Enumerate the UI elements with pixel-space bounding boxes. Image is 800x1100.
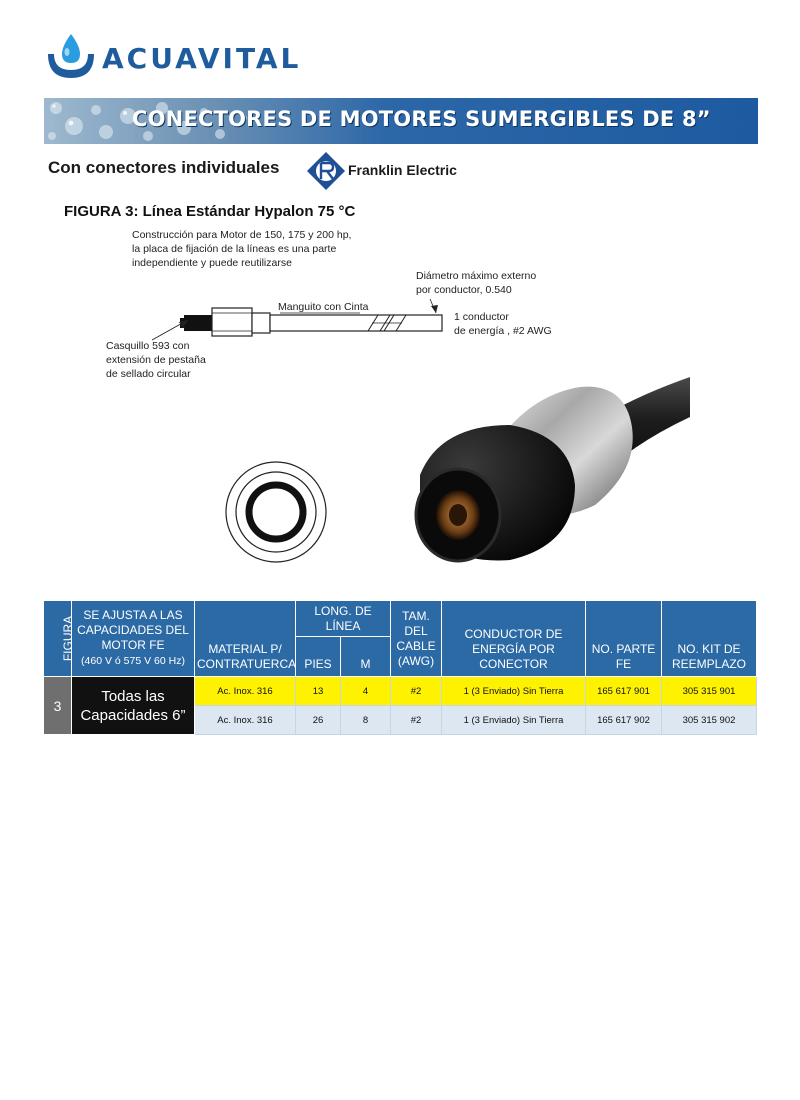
partner-name: Franklin Electric [348, 162, 457, 178]
capacity-cell: Todas las Capacidades 6” [72, 677, 195, 735]
connector-line-diagram [100, 225, 580, 385]
spec-table [43, 600, 757, 735]
part-number-cell: 165 617 902 [586, 706, 662, 735]
conductor-label: 1 conductor de energía , #2 AWG [454, 311, 552, 337]
tam-cell: #2 [391, 677, 442, 706]
brand-name: ACUAVITAL [102, 42, 302, 75]
m-cell: 8 [341, 706, 391, 735]
connector-photo [400, 365, 690, 570]
construction-note: Construcción para Motor de 150, 175 y 200 hp, la placa de fijación de la líneas es una parte independiente y puede reutilizarse [132, 229, 352, 269]
header-material: MATERIAL P/ CONTRATUERCA [195, 601, 296, 677]
header-conductor: CONDUCTOR DE ENERGÍA POR CONECTOR [442, 601, 586, 677]
header-kit: NO. KIT DE REEMPLAZO [662, 601, 757, 677]
sleeve-label: Manguito con Cinta [278, 301, 369, 313]
header-capacidades: SE AJUSTA A LAS CAPACIDADES DEL MOTOR FE (460 V ó 575 V 60 Hz) [72, 601, 195, 677]
header-longitud: LONG. DE LÍNEA [296, 601, 391, 637]
header-pies: PIES [296, 637, 341, 677]
bushing-label: Casquillo 593 con extensión de pestaña de sellado circular [106, 340, 206, 380]
section-subtitle: Con conectores individuales [48, 158, 280, 177]
pies-cell: 13 [296, 677, 341, 706]
figure-title: FIGURA 3: Línea Estándar Hypalon 75 °C [64, 203, 356, 220]
water-drop-icon [44, 32, 100, 82]
title-banner [44, 98, 758, 144]
table-row [44, 677, 757, 706]
header-no-parte: NO. PARTE FE [586, 601, 662, 677]
pies-cell: 26 [296, 706, 341, 735]
kit-number-cell: 305 315 901 [662, 677, 757, 706]
conductor-cell: 1 (3 Enviado) Sin Tierra [442, 677, 586, 706]
franklin-electric-logo [306, 151, 506, 191]
connector-end-view-diagram [224, 460, 328, 564]
material-cell: Ac. Inox. 316 [195, 706, 296, 735]
tam-cell: #2 [391, 706, 442, 735]
part-number-cell: 165 617 901 [586, 677, 662, 706]
conductor-cell: 1 (3 Enviado) Sin Tierra [442, 706, 586, 735]
header-m: M [341, 637, 391, 677]
header-figura: FIGURA [44, 601, 72, 677]
acuavital-logo [44, 32, 314, 82]
franklin-emblem-icon [306, 151, 346, 191]
m-cell: 4 [341, 677, 391, 706]
header-tam-cable: TAM. DEL CABLE (AWG) [391, 601, 442, 677]
figure-number-cell: 3 [44, 677, 72, 735]
page-title: CONECTORES DE MOTORES SUMERGIBLES DE 8” [132, 107, 711, 131]
material-cell: Ac. Inox. 316 [195, 677, 296, 706]
kit-number-cell: 305 315 902 [662, 706, 757, 735]
diameter-label: Diámetro máximo externo por conductor, 0.540 [416, 270, 537, 296]
